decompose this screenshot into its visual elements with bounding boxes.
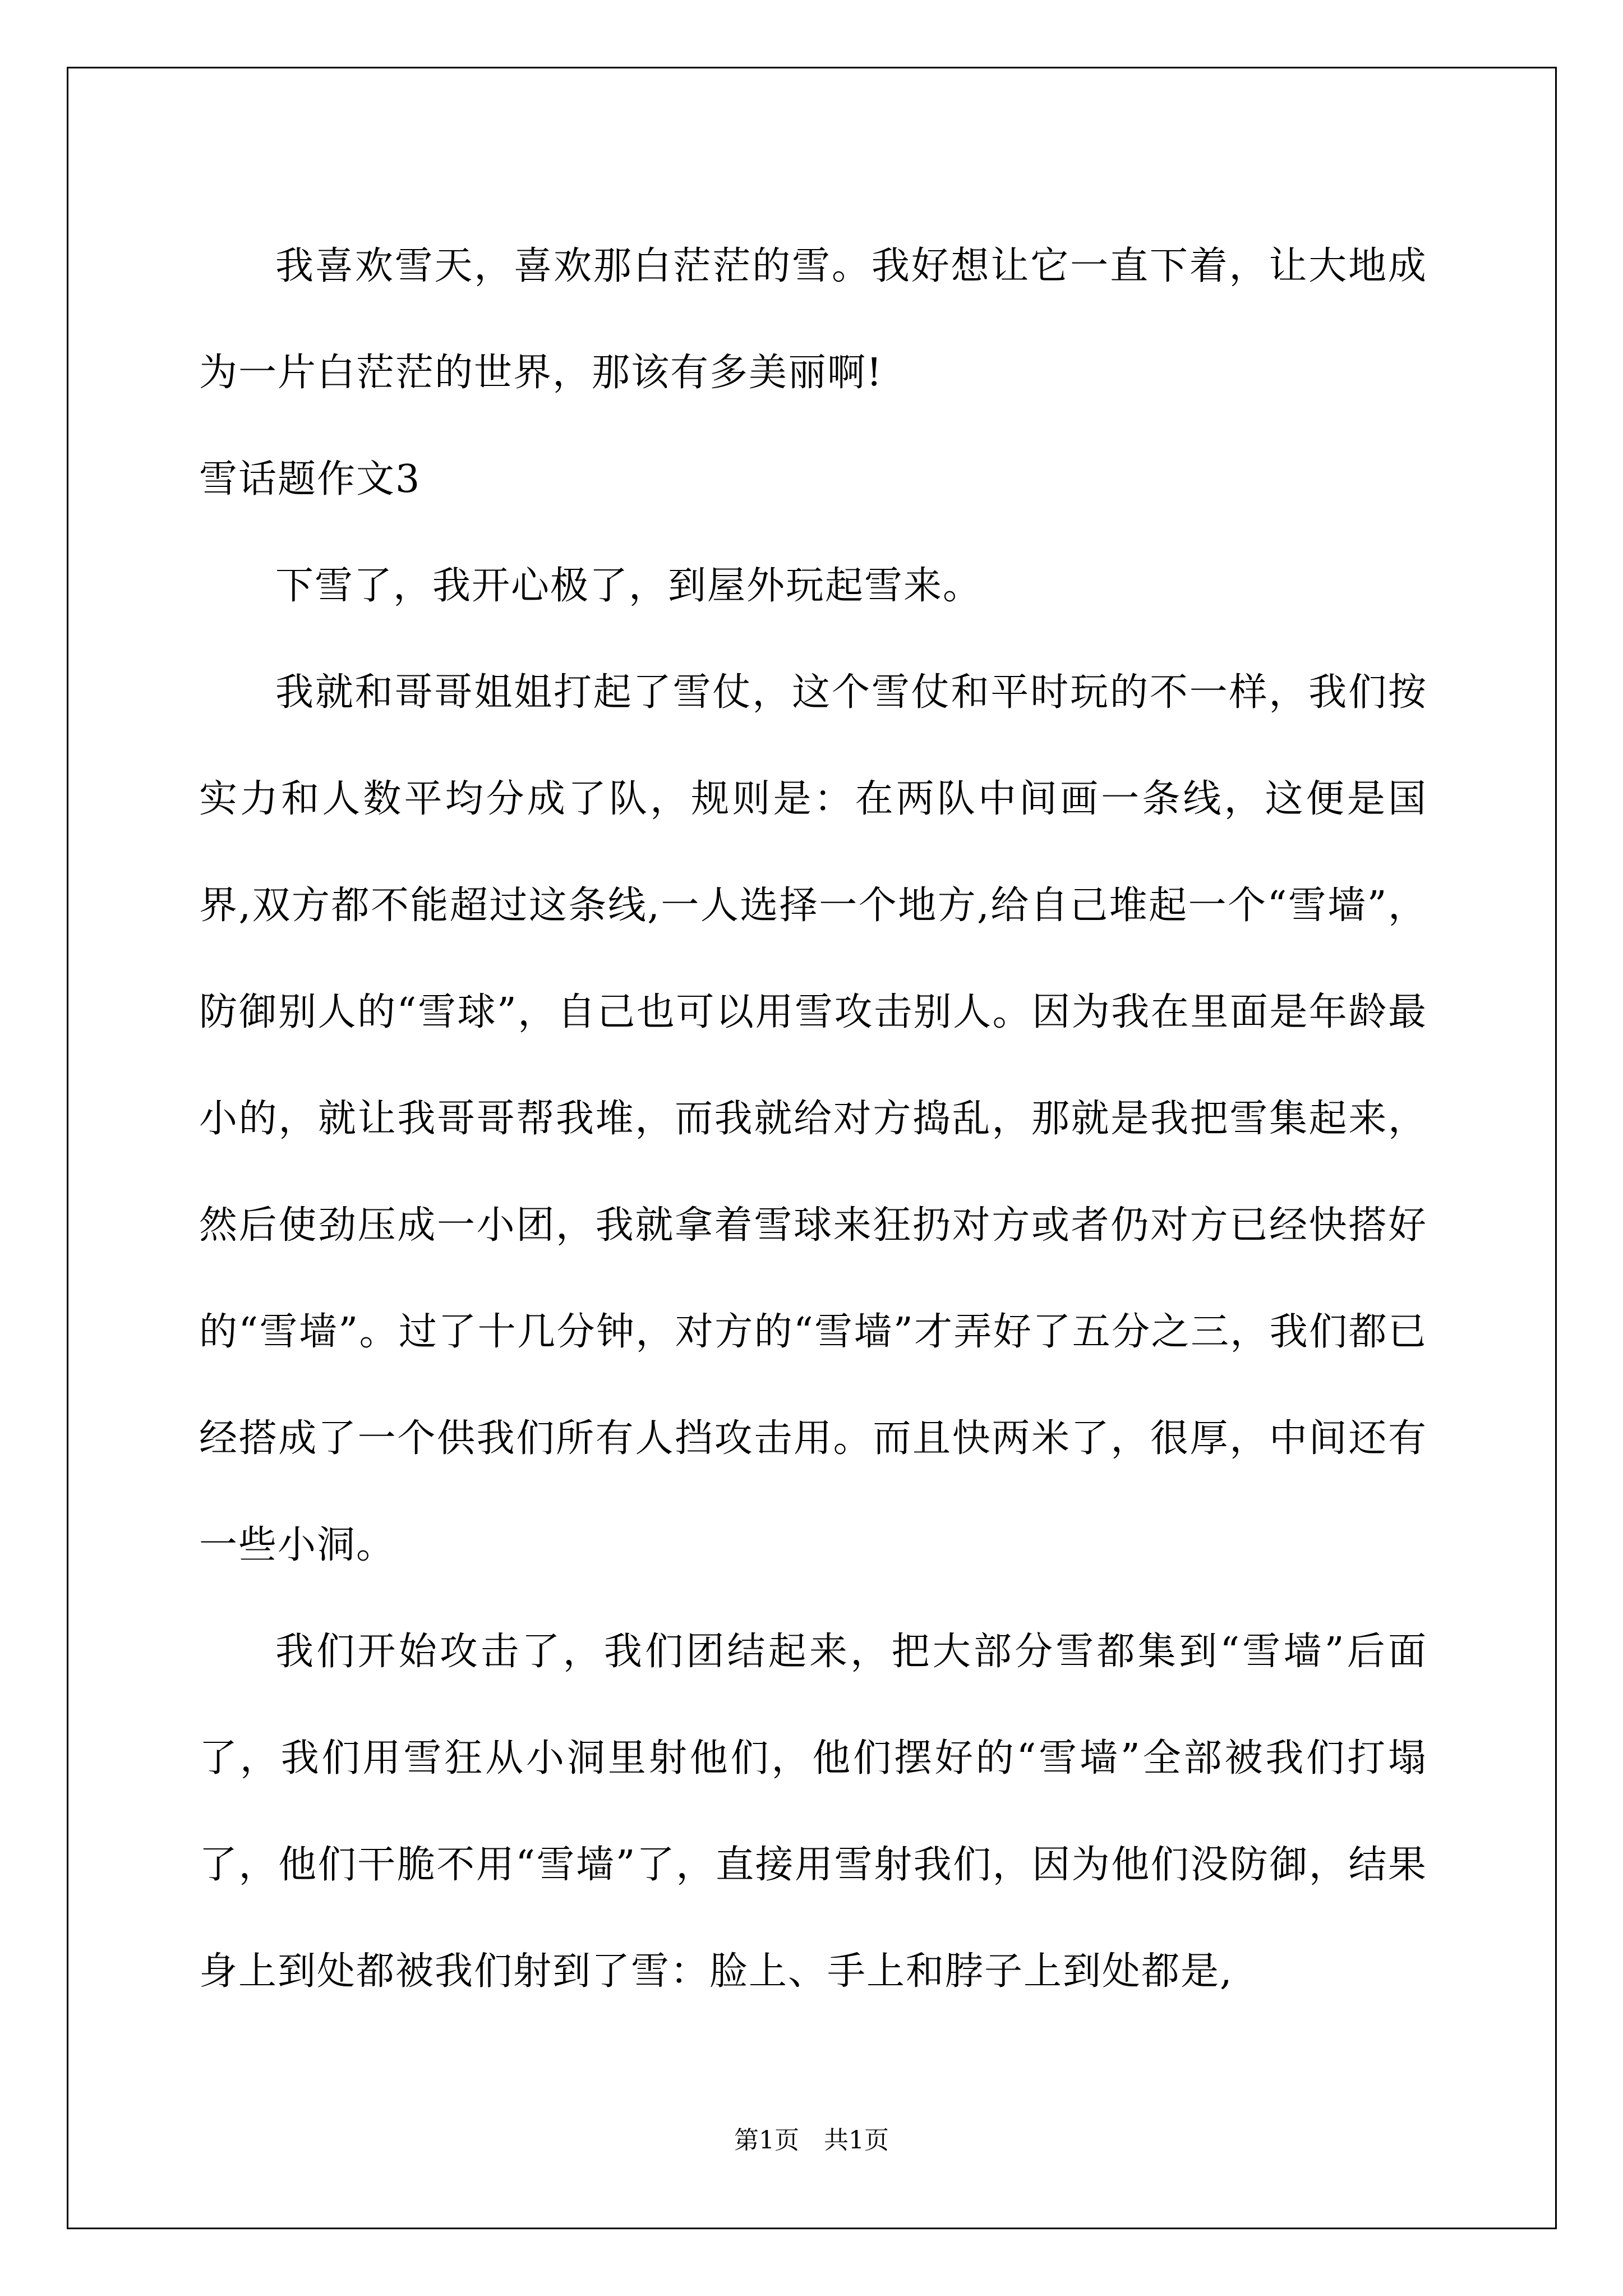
paragraph: 我喜欢雪天，喜欢那白茫茫的雪。我好想让它一直下着，让大地成为一片白茫茫的世界，那该有多美丽啊! <box>199 244 1427 395</box>
paragraph: 下雪了，我开心极了，到屋外玩起雪来。 <box>275 564 983 608</box>
paragraph: 我们开始攻击了，我们团结起来，把大部分雪都集到“雪墙”后面了，我们用雪狂从小洞里射他们，他们摆好的“雪墙”全部被我们打塌了，他们干脆不用“雪墙”了，直接用雪射我们，因为他们没防御，结果身上到处都被我们射到了雪：脸上、手上和脖子上到处都是, <box>199 1630 1427 1994</box>
page-total: 共1页 <box>824 2126 889 2155</box>
section-heading: 雪话题作文3 <box>199 457 421 501</box>
paragraph: 我就和哥哥姐姐打起了雪仗，这个雪仗和平时玩的不一样，我们按实力和人数平均分成了队，规则是：在两队中间画一条线，这便是国界,双方都不能超过这条线,一人选择一个地方,给自己堆起一个“雪墙”，防御别人的“雪球”，自己也可以用雪攻击别人。因为我在里面是年龄最小的，就让我哥哥帮我堆，而我就给对方捣乱，那就是我把雪集起来，然后使劲压成一小团，我就拿着雪球来狂扔对方或者仍对方已经快搭好的“雪墙”。过了十几分钟，对方的“雪墙”才弄好了五分之三，我们都已经搭成了一个供我们所有人挡攻击用。而且快两米了，很厚，中间还有一些小洞。 <box>199 670 1427 1567</box>
document-body <box>199 213 1427 2025</box>
page-footer <box>0 2124 1623 2157</box>
page-number: 第1页 <box>734 2126 799 2155</box>
